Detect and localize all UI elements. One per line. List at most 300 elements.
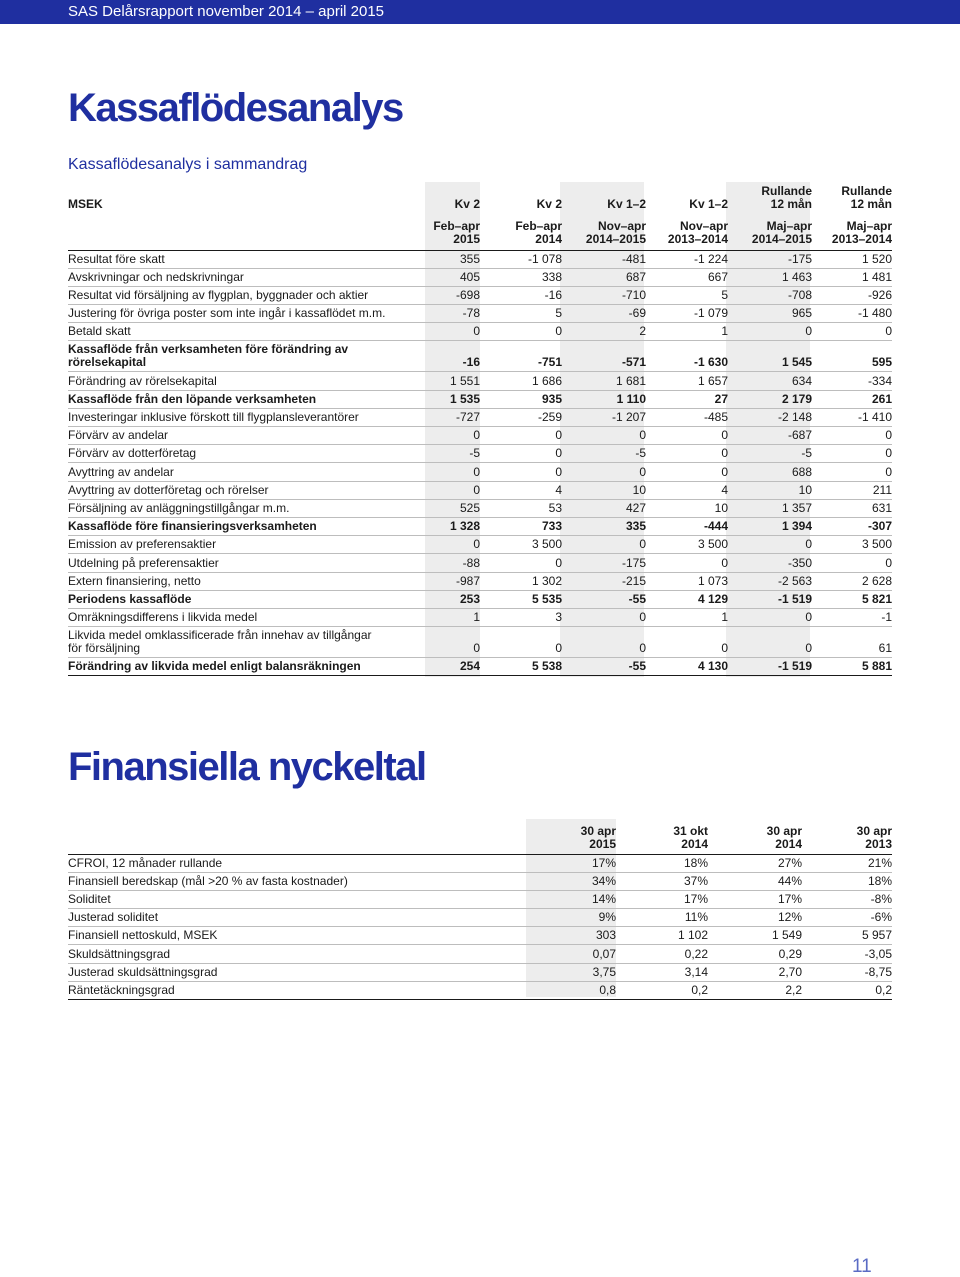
table-cell: -2 148	[728, 408, 812, 426]
row-label: Justerad skuldsättningsgrad	[68, 963, 526, 981]
row-label	[68, 463, 425, 481]
key-figures-title: Finansiella nyckeltal	[68, 745, 426, 789]
header-spacer	[68, 214, 425, 250]
table-row	[68, 890, 892, 908]
table-cell: 0	[646, 445, 728, 463]
table-row	[68, 854, 892, 872]
table-cell: 0	[646, 627, 728, 658]
table-cell: 0	[646, 427, 728, 445]
table-cell: -1 078	[480, 250, 562, 268]
column-header-year: 2014	[681, 836, 708, 851]
column-subheader-years: 2014–2015	[751, 231, 812, 246]
row-label-text: Omräkningsdifferens i likvida medel	[68, 610, 258, 625]
row-label	[68, 445, 425, 463]
table-cell: 0	[480, 463, 562, 481]
row-label-text: Resultat vid försäljning av flygplan, byggnader och aktier	[68, 288, 369, 303]
table-cell: -16	[425, 341, 480, 372]
table-cell: 1 520	[812, 250, 892, 268]
table-cell: -1 079	[646, 305, 728, 323]
table-cell: 1 463	[728, 268, 812, 286]
table-cell: 0	[728, 323, 812, 341]
table-cell: 0	[480, 427, 562, 445]
table-cell: 253	[425, 590, 480, 608]
table-row	[68, 427, 892, 445]
column-subheader-months: Maj–apr	[846, 218, 892, 233]
column-header-line2: 12 mån	[850, 197, 892, 211]
table-cell: -6%	[802, 909, 892, 927]
table-row	[68, 590, 892, 608]
table-cell: 14%	[526, 890, 616, 908]
table-cell: 0	[562, 536, 646, 554]
row-label-text: Justering för övriga poster som inte ingår i kassaflödet m.m.	[68, 306, 386, 321]
column-header-date: 30 apr	[766, 823, 802, 838]
table-cell: 595	[812, 341, 892, 372]
row-label	[68, 608, 425, 626]
table-cell: -1 224	[646, 250, 728, 268]
table-cell: -215	[562, 572, 646, 590]
table-cell: 0,2	[802, 981, 892, 999]
table-cell: 427	[562, 499, 646, 517]
column-header-line1: Kv 2	[454, 197, 480, 211]
table-cell: 0	[728, 608, 812, 626]
table-cell: 2 179	[728, 390, 812, 408]
table-cell: 17%	[708, 890, 802, 908]
table-cell: 12%	[708, 909, 802, 927]
column-header	[812, 182, 892, 214]
row-label	[68, 305, 425, 323]
table-cell: 37%	[616, 872, 708, 890]
table-cell: -259	[480, 408, 562, 426]
table-cell: 1 681	[562, 372, 646, 390]
row-label-text: Kassaflöde från verksamheten före förändring av	[68, 342, 349, 357]
table-cell: 0	[425, 481, 480, 499]
table-cell: -307	[812, 517, 892, 535]
row-label	[68, 481, 425, 499]
table-cell: 2 628	[812, 572, 892, 590]
table-row	[68, 250, 892, 268]
column-subheader-months: Nov–apr	[597, 218, 646, 233]
column-header	[616, 819, 708, 854]
table-row	[68, 268, 892, 286]
table-cell: 5 957	[802, 927, 892, 945]
column-subheader-years: 2014–2015	[585, 231, 646, 246]
table-cell: -687	[728, 427, 812, 445]
table-row	[68, 627, 892, 658]
column-header-date: 31 okt	[673, 823, 708, 838]
column-subheader	[425, 214, 480, 250]
table-cell: 0,2	[616, 981, 708, 999]
table-cell: 1 535	[425, 390, 480, 408]
row-label: Räntetäckningsgrad	[68, 981, 526, 999]
row-label: Finansiell nettoskuld, MSEK	[68, 927, 526, 945]
table-cell: -1 410	[812, 408, 892, 426]
table-cell: 0	[425, 323, 480, 341]
row-label	[68, 499, 425, 517]
table-row	[68, 658, 892, 676]
table-cell: -710	[562, 286, 646, 304]
table-cell: 687	[562, 268, 646, 286]
table-row	[68, 341, 892, 372]
key-figures-table	[68, 819, 892, 1000]
row-label: Skuldsättningsgrad	[68, 945, 526, 963]
table-row	[68, 517, 892, 535]
table-cell: -1	[812, 608, 892, 626]
row-label	[68, 390, 425, 408]
table-cell: -1 207	[562, 408, 646, 426]
table-cell: 254	[425, 658, 480, 676]
header-row-period	[68, 182, 892, 214]
column-subheader	[812, 214, 892, 250]
table-cell: 5 535	[480, 590, 562, 608]
table-cell: 4	[646, 481, 728, 499]
table-cell: -1 480	[812, 305, 892, 323]
table-cell: -1 519	[728, 658, 812, 676]
table-cell: -8,75	[802, 963, 892, 981]
table-cell: -571	[562, 341, 646, 372]
row-label	[68, 408, 425, 426]
column-subheader-months: Feb–apr	[515, 218, 562, 233]
table-cell: 1 551	[425, 372, 480, 390]
table-cell: 1 102	[616, 927, 708, 945]
table-cell: 688	[728, 463, 812, 481]
table-cell: 27	[646, 390, 728, 408]
table-cell: 0	[646, 554, 728, 572]
table-cell: -987	[425, 572, 480, 590]
table-cell: 3	[480, 608, 562, 626]
row-label-text: Utdelning på preferensaktier	[68, 555, 219, 570]
table-cell: -69	[562, 305, 646, 323]
table-cell: -88	[425, 554, 480, 572]
column-subheader-years: 2014	[535, 231, 562, 246]
table-cell: -5	[562, 445, 646, 463]
table-cell: 1 549	[708, 927, 802, 945]
row-label-text: Betald skatt	[68, 324, 131, 339]
table-row	[68, 963, 892, 981]
table-cell: 17%	[526, 854, 616, 872]
column-header-line1: Kv 2	[536, 197, 562, 211]
row-label-text: Extern finansiering, netto	[68, 573, 201, 588]
table-cell: 0	[812, 463, 892, 481]
table-row	[68, 499, 892, 517]
table-cell: 631	[812, 499, 892, 517]
table-cell: 1 357	[728, 499, 812, 517]
table-cell: 1 302	[480, 572, 562, 590]
row-label	[68, 427, 425, 445]
table-cell: -3,05	[802, 945, 892, 963]
table-cell: -481	[562, 250, 646, 268]
table-cell: 0	[480, 554, 562, 572]
table-cell: 0	[425, 536, 480, 554]
column-header-date: 30 apr	[856, 823, 892, 838]
table-cell: 2	[562, 323, 646, 341]
table-cell: -926	[812, 286, 892, 304]
table-cell: 338	[480, 268, 562, 286]
table-cell: -751	[480, 341, 562, 372]
table-row	[68, 305, 892, 323]
table-cell: 935	[480, 390, 562, 408]
table-cell: 34%	[526, 872, 616, 890]
table-cell: 733	[480, 517, 562, 535]
row-label	[68, 572, 425, 590]
table-cell: 0,22	[616, 945, 708, 963]
table-cell: -444	[646, 517, 728, 535]
table-cell: -727	[425, 408, 480, 426]
row-label-text: Avskrivningar och nedskrivningar	[68, 269, 244, 284]
table-cell: 0,8	[526, 981, 616, 999]
table-row	[68, 286, 892, 304]
header-row-months	[68, 214, 892, 250]
table-cell: 0	[562, 608, 646, 626]
table-row	[68, 536, 892, 554]
column-subheader-years: 2013–2014	[831, 231, 892, 246]
table-cell: -5	[728, 445, 812, 463]
table-cell: -1 630	[646, 341, 728, 372]
table-cell: 5	[646, 286, 728, 304]
row-label-text: Periodens kassaflöde	[68, 591, 192, 606]
column-header-line2: 12 mån	[770, 197, 812, 211]
page-number: 11	[852, 1256, 872, 1277]
row-label	[68, 250, 425, 268]
table-cell: 355	[425, 250, 480, 268]
table-cell: 3 500	[812, 536, 892, 554]
row-label-text: Emission av preferensaktier	[68, 537, 217, 552]
table-cell: -175	[562, 554, 646, 572]
table-cell: 0,29	[708, 945, 802, 963]
table-cell: 3,14	[616, 963, 708, 981]
row-label-text: Förvärv av andelar	[68, 428, 169, 443]
table-cell: -5	[425, 445, 480, 463]
table-cell: 1	[646, 323, 728, 341]
table-cell: -55	[562, 590, 646, 608]
row-label	[68, 268, 425, 286]
table-row	[68, 481, 892, 499]
table-cell: 0	[646, 463, 728, 481]
table-cell: 2,70	[708, 963, 802, 981]
table-row	[68, 572, 892, 590]
table-cell: -78	[425, 305, 480, 323]
unit-label: MSEK	[68, 197, 103, 211]
column-header	[526, 819, 616, 854]
table-cell: 634	[728, 372, 812, 390]
row-label-text: Förändring av likvida medel enligt balansräkningen	[68, 659, 361, 674]
table-cell: 0	[562, 463, 646, 481]
table-cell: 21%	[802, 854, 892, 872]
table-cell: 18%	[802, 872, 892, 890]
table-cell: -350	[728, 554, 812, 572]
table-cell: 0	[812, 445, 892, 463]
row-label	[68, 658, 425, 676]
table-cell: 0	[425, 627, 480, 658]
table-cell: 4	[480, 481, 562, 499]
column-header-line1: Kv 1–2	[607, 197, 646, 211]
column-header-year: 2013	[865, 836, 892, 851]
row-label-text: Avyttring av dotterföretag och rörelser	[68, 482, 269, 497]
table-cell: 10	[562, 481, 646, 499]
table-cell: 0	[562, 427, 646, 445]
table-cell: 44%	[708, 872, 802, 890]
row-label: Finansiell beredskap (mål >20 % av fasta kostnader)	[68, 872, 526, 890]
table-cell: 1 686	[480, 372, 562, 390]
table-cell: 3 500	[646, 536, 728, 554]
header-title: SAS Delårsrapport november 2014 – april 2015	[68, 3, 385, 20]
table-row	[68, 909, 892, 927]
table-cell: 1 110	[562, 390, 646, 408]
table-cell: 405	[425, 268, 480, 286]
table-cell: 0	[728, 627, 812, 658]
table-cell: -485	[646, 408, 728, 426]
table-cell: -175	[728, 250, 812, 268]
table-cell: -334	[812, 372, 892, 390]
table-cell: 1	[425, 608, 480, 626]
row-label-text: Avyttring av andelar	[68, 464, 174, 479]
row-label-text-cont: rörelsekapital	[68, 355, 147, 370]
row-label-text-cont: för försäljning	[68, 641, 141, 656]
table-row	[68, 323, 892, 341]
table-cell: 27%	[708, 854, 802, 872]
table-cell: -8%	[802, 890, 892, 908]
column-subheader-years: 2015	[453, 231, 480, 246]
table-cell: 5 538	[480, 658, 562, 676]
table-row	[68, 445, 892, 463]
column-header	[646, 182, 728, 214]
row-label: Soliditet	[68, 890, 526, 908]
table-cell: 0,07	[526, 945, 616, 963]
row-label-text: Kassaflöde före finansieringsverksamheten	[68, 519, 317, 534]
table-cell: 0	[812, 427, 892, 445]
column-subheader	[728, 214, 812, 250]
row-label: Justerad soliditet	[68, 909, 526, 927]
row-label-text: Likvida medel omklassificerade från innehav av tillgångar	[68, 628, 372, 643]
header-bar	[0, 0, 960, 24]
table-row	[68, 608, 892, 626]
table-cell: 1 073	[646, 572, 728, 590]
row-label-text: Försäljning av anläggningstillgångar m.m.	[68, 500, 290, 515]
table-cell: 0	[480, 323, 562, 341]
header-row	[68, 819, 892, 854]
column-header	[562, 182, 646, 214]
table-cell: 1 657	[646, 372, 728, 390]
table-cell: 1	[646, 608, 728, 626]
table-cell: 53	[480, 499, 562, 517]
table-cell: -698	[425, 286, 480, 304]
column-subheader-years: 2013–2014	[667, 231, 728, 246]
table-cell: 10	[646, 499, 728, 517]
row-label: CFROI, 12 månader rullande	[68, 854, 526, 872]
column-header	[480, 182, 562, 214]
table-cell: -16	[480, 286, 562, 304]
column-header-year: 2015	[589, 836, 616, 851]
table-cell: -2 563	[728, 572, 812, 590]
table-cell: 0	[728, 536, 812, 554]
table-cell: 303	[526, 927, 616, 945]
table-cell: -708	[728, 286, 812, 304]
table-cell: 0	[425, 427, 480, 445]
table-row	[68, 390, 892, 408]
row-label-text: Investeringar inklusive förskott till flygplansleverantörer	[68, 410, 359, 424]
table-cell: 1 394	[728, 517, 812, 535]
table-cell: 17%	[616, 890, 708, 908]
column-subheader	[480, 214, 562, 250]
table-cell: 5 881	[812, 658, 892, 676]
table-cell: 5 821	[812, 590, 892, 608]
column-header	[425, 182, 480, 214]
table-cell: 0	[480, 627, 562, 658]
row-label	[68, 286, 425, 304]
row-label	[68, 372, 425, 390]
table-cell: 1 481	[812, 268, 892, 286]
cashflow-subtitle: Kassaflödesanalys i sammandrag	[68, 156, 308, 173]
column-header	[728, 182, 812, 214]
table-row	[68, 463, 892, 481]
table-cell: 0	[562, 627, 646, 658]
table-cell: 9%	[526, 909, 616, 927]
column-header-line1: Rullande	[761, 184, 812, 198]
table-cell: 1 328	[425, 517, 480, 535]
column-header	[802, 819, 892, 854]
table-cell: 3 500	[480, 536, 562, 554]
table-cell: -1 519	[728, 590, 812, 608]
row-label	[68, 341, 425, 372]
table-cell: 965	[728, 305, 812, 323]
column-subheader-months: Maj–apr	[766, 218, 812, 233]
table-cell: 525	[425, 499, 480, 517]
row-label	[68, 323, 425, 341]
table-row	[68, 372, 892, 390]
column-header	[708, 819, 802, 854]
row-label	[68, 536, 425, 554]
column-header-year: 2014	[775, 836, 802, 851]
table-row	[68, 981, 892, 999]
table-cell: 0	[812, 554, 892, 572]
table-row	[68, 872, 892, 890]
table-cell: 335	[562, 517, 646, 535]
table-cell: 4 129	[646, 590, 728, 608]
table-row	[68, 945, 892, 963]
table-row	[68, 927, 892, 945]
table-cell: 1 545	[728, 341, 812, 372]
table-row	[68, 408, 892, 426]
column-subheader-months: Feb–apr	[433, 218, 480, 233]
column-header-date: 30 apr	[580, 823, 616, 838]
row-label	[68, 627, 425, 658]
table-row	[68, 554, 892, 572]
table-cell: 211	[812, 481, 892, 499]
table-cell: 667	[646, 268, 728, 286]
row-label-text: Förvärv av dotterföretag	[68, 446, 197, 461]
table-cell: 61	[812, 627, 892, 658]
table-cell: 10	[728, 481, 812, 499]
header-spacer	[68, 819, 526, 854]
table-cell: 18%	[616, 854, 708, 872]
row-label	[68, 517, 425, 535]
table-cell: 0	[425, 463, 480, 481]
column-subheader	[646, 214, 728, 250]
table-cell: 0	[812, 323, 892, 341]
table-cell: 4 130	[646, 658, 728, 676]
row-label-text: Förändring av rörelsekapital	[68, 373, 217, 388]
table-cell: 261	[812, 390, 892, 408]
table-cell: 2,2	[708, 981, 802, 999]
column-header-line1: Kv 1–2	[689, 197, 728, 211]
column-subheader	[562, 214, 646, 250]
cashflow-table	[68, 182, 892, 676]
cashflow-title: Kassaflödesanalys	[68, 86, 403, 130]
table-cell: 11%	[616, 909, 708, 927]
row-label	[68, 554, 425, 572]
table-cell: -55	[562, 658, 646, 676]
table-cell: 3,75	[526, 963, 616, 981]
row-label-text: Resultat före skatt	[68, 251, 165, 266]
